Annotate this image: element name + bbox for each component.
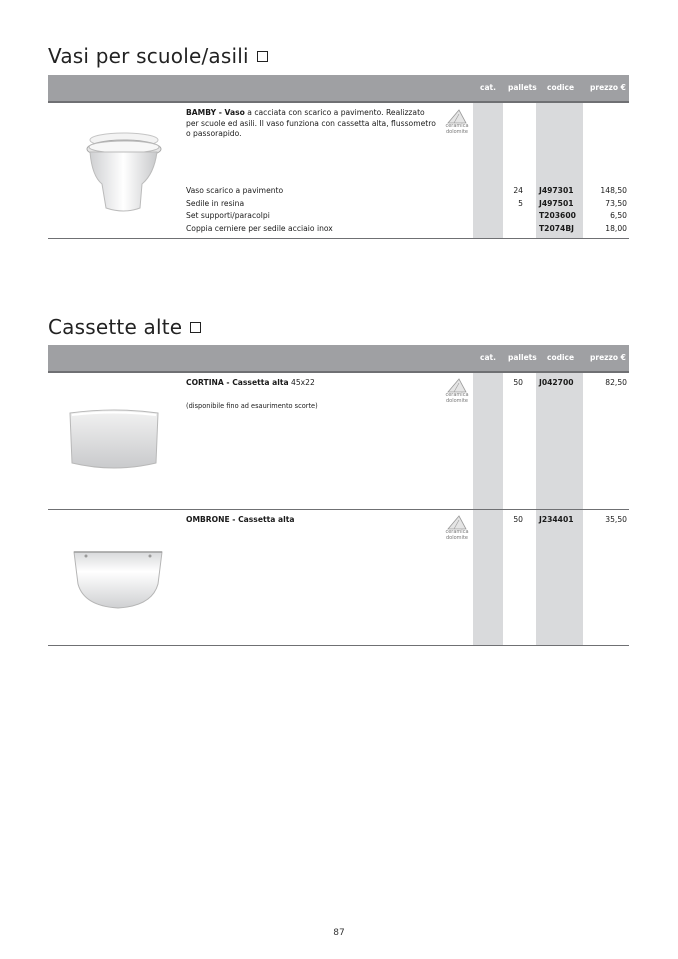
brand-text-2: dolomite [446,397,468,404]
checkbox-icon [190,322,201,333]
product-description [186,515,436,526]
codice-value: J234401 [539,515,574,524]
prezzo-value: 35,50 [605,515,627,524]
table-header [48,75,629,103]
prezzo-value: 148,50 [600,186,627,195]
section-title-text: Cassette alte [48,315,183,339]
column-band-cat [473,373,503,509]
section-title-cassette [48,315,201,339]
item-label: Set supporti/paracolpi [186,211,270,221]
header-pallets: pallets [508,353,537,362]
codice-value: J497501 [539,198,574,208]
pallets-value [503,210,523,223]
prezzo-value: 73,50 [605,198,627,208]
item-prices [583,185,627,236]
item-pallets [503,185,523,236]
item-codes [539,185,576,236]
product-name: CORTINA - Cassetta alta [186,378,289,387]
item-label: Sedile in resina [186,198,245,208]
table-row [48,373,629,510]
pallets-value: 50 [513,378,523,387]
pallets-value [503,223,523,236]
table-row [48,510,629,646]
brand-logo [442,514,472,541]
product-description [186,108,436,140]
pallets-value: 50 [513,515,523,524]
table-cassette [48,345,629,646]
brand-text-2: dolomite [446,128,468,135]
brand-triangle-icon [446,377,468,393]
table-row [48,103,629,239]
codice-value: T2074BJ [539,224,574,234]
brand-triangle-icon [446,108,468,124]
prezzo-value: 82,50 [605,378,627,387]
codice-value: T203600 [539,211,576,221]
prezzo-value: 6,50 [610,211,627,221]
product-name: OMBRONE - Cassetta alta [186,515,295,524]
codice-value: J497301 [539,186,574,195]
pallets-value: 5 [518,198,523,208]
section-title-vasi [48,44,268,68]
brand-triangle-icon [446,514,468,530]
brand-logo [442,108,472,135]
codice-value: J042700 [539,378,574,387]
table-vasi [48,75,629,239]
checkbox-icon [257,51,268,62]
brand-logo [442,377,472,404]
header-cat: cat. [480,353,496,362]
brand-text-2: dolomite [446,534,468,541]
column-band-codice [536,510,583,645]
item-label: Coppia cerniere per sedile acciaio inox [186,224,333,234]
header-cat: cat. [480,83,496,92]
header-prezzo: prezzo € [590,83,626,92]
product-size: 45x22 [288,378,315,387]
brand-text-1: ceramica [445,392,469,398]
header-pallets: pallets [508,83,537,92]
toilet-image [80,130,166,216]
header-codice: codice [547,353,575,362]
cistern-image [72,548,164,610]
pallets-value: 24 [513,186,523,195]
column-band-cat [473,510,503,645]
brand-text-1: ceramica [445,529,469,535]
brand-text-1: ceramica [445,123,469,129]
page-number: 87 [333,928,345,938]
item-label: Vaso scarico a pavimento [186,186,284,195]
prezzo-value: 18,00 [605,224,627,234]
header-prezzo: prezzo € [590,353,626,362]
table-header [48,345,629,373]
product-description [186,378,436,389]
section-title-text: Vasi per scuole/asili [48,44,249,68]
item-labels [186,185,333,236]
header-codice: codice [547,83,575,92]
column-band-cat [473,103,503,238]
cistern-image [68,407,160,475]
column-band-codice [536,373,583,509]
product-description-text: a cacciata con scarico a pavimento. Realizzato per scuole ed asili. Il vaso funziona con cassetta alta, flussometro o passorapido. [186,108,436,138]
product-note: (disponibile fino ad esaurimento scorte) [186,402,318,410]
product-name: BAMBY - Vaso [186,108,245,117]
